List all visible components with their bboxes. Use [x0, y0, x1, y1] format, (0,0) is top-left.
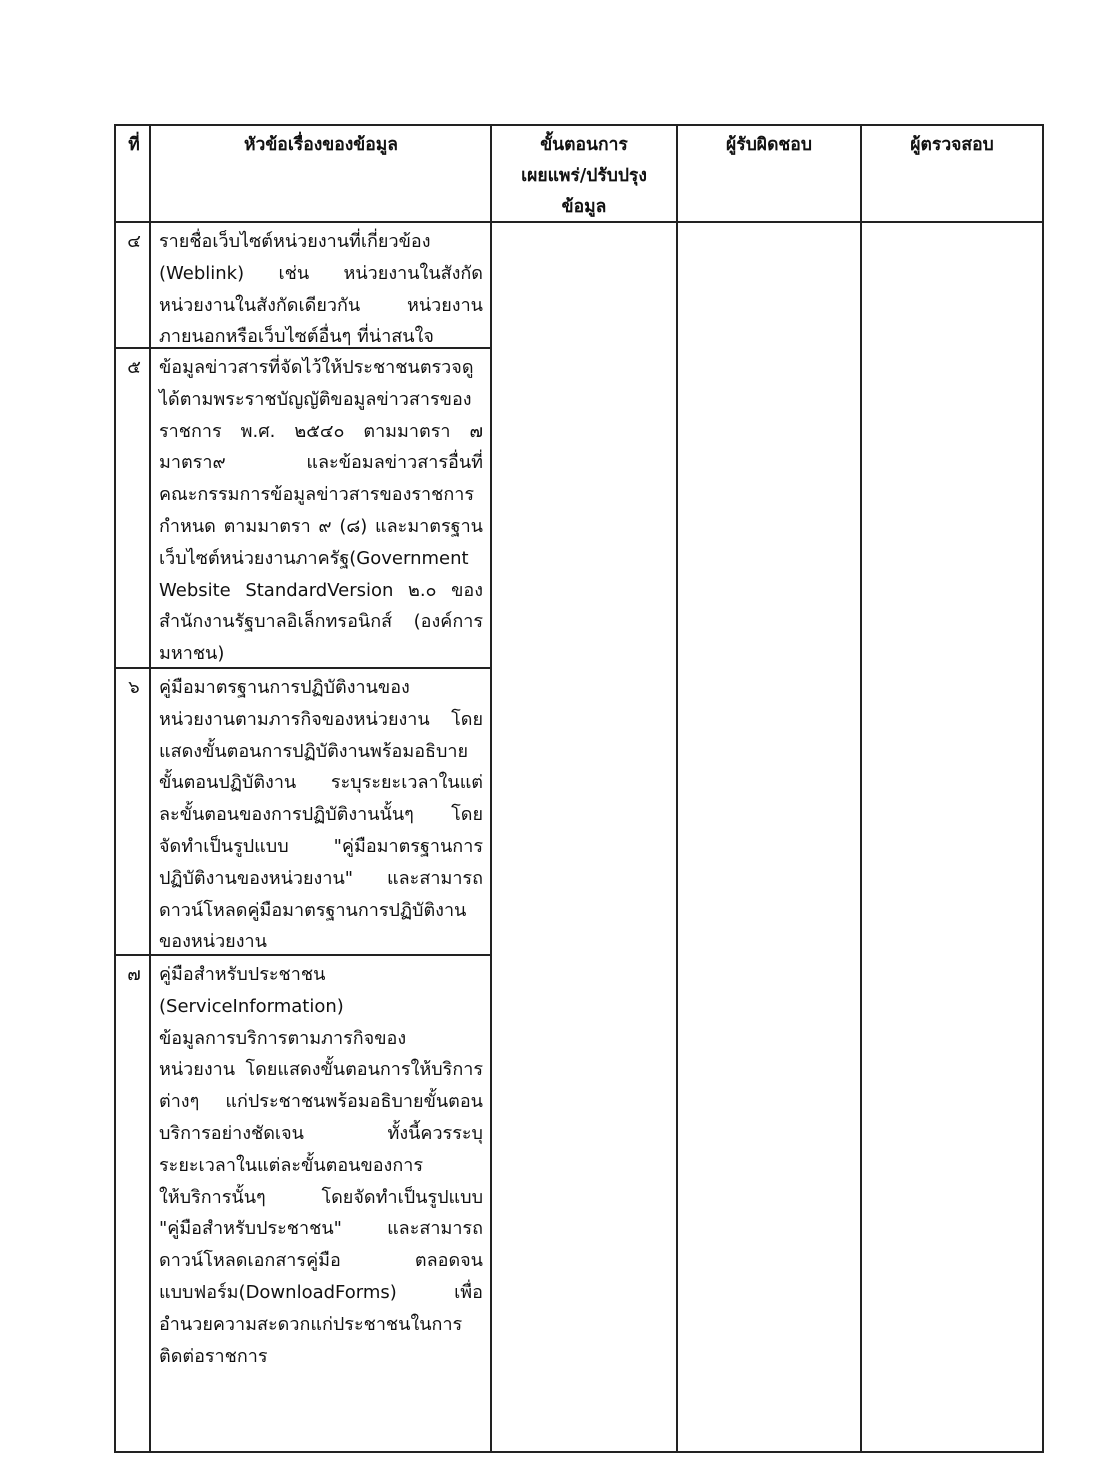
- row-topic: [159, 959, 483, 1372]
- topic-line: (Weblink) เช่น หน่วยงานในสังกัด: [159, 262, 483, 284]
- topic-line: หน่วยงานตามภารกิจของหน่วยงาน โดย: [159, 708, 483, 730]
- topic-line: บริการอย่างชัดเจน ทั้งนี้ควรระบุ: [159, 1122, 483, 1144]
- topic-line: Website StandardVersion ๒.๐ ของ: [159, 579, 483, 601]
- topic-line: รายชื่อเว็บไซต์หน่วยงานที่เกี่ยวข้อง: [159, 231, 431, 252]
- topic-line: เว็บไซต์หน่วยงานภาครัฐ(Government: [159, 547, 469, 569]
- topic-line: ดาวน์โหลดคู่มือมาตรฐานการปฏิบัติงาน: [159, 899, 467, 921]
- row-number: ๗: [127, 964, 141, 985]
- row-topic: [159, 672, 483, 958]
- topic-line: อำนวยความสะดวกแก่ประชาชนในการ: [159, 1313, 463, 1335]
- topic-line: (ServiceInformation): [159, 995, 344, 1017]
- header-responsible: ผู้รับผิดชอบ: [726, 135, 812, 155]
- row-topic: [159, 226, 483, 353]
- topic-line: ปฏิบัติงานของหน่วยงาน" และสามารถ: [159, 867, 483, 889]
- col-divider-process: [676, 126, 678, 1451]
- topic-line: สำนักงานรัฐบาลอิเล็กทรอนิกส์ (องค์การ: [159, 611, 483, 633]
- topic-line: แบบฟอร์ม(DownloadForms) เพื่อ: [159, 1281, 483, 1303]
- topic-line: ข้อมูลการบริการตามภารกิจของ: [159, 1027, 407, 1049]
- topic-line: "คู่มือสำหรับประชาชน" และสามารถ: [159, 1218, 483, 1240]
- col-divider-topic: [490, 126, 492, 1451]
- header-topic: หัวข้อเรื่องของข้อมูล: [243, 135, 399, 155]
- topic-line: ราชการ พ.ศ. ๒๕๔๐ ตามมาตรา ๗: [159, 420, 483, 442]
- row-number: ๖: [128, 677, 140, 698]
- topic-line: มหาชน): [159, 643, 225, 665]
- header-reviewer: ผู้ตรวจสอบ: [910, 135, 994, 155]
- topic-line: คณะกรรมการข้อมูลข่าวสารของราชการ: [159, 484, 475, 506]
- topic-line: หน่วยงานในสังกัดเดียวกัน หน่วยงาน: [159, 294, 483, 316]
- topic-line: ระยะเวลาในแต่ละขั้นตอนของการ: [159, 1154, 424, 1176]
- topic-line: ติดต่อราชการ: [159, 1345, 268, 1367]
- topic-line: กำหนด ตามมาตรา ๙ (๘) และมาตรฐาน: [159, 515, 483, 537]
- topic-line: คู่มือสำหรับประชาชน: [159, 964, 326, 985]
- row-topic: [159, 352, 483, 670]
- header-no: ที่: [128, 135, 140, 155]
- topic-line: ดาวน์โหลดเอกสารคู่มือ ตลอดจน: [159, 1250, 483, 1272]
- topic-line: ขั้นตอนปฏิบัติงาน ระบุระยะเวลาในแต่: [159, 772, 483, 794]
- topic-line: ละขั้นตอนของการปฏิบัติงานนั้นๆ โดย: [159, 804, 483, 826]
- header-process: [492, 130, 676, 223]
- topic-line: ได้ตามพระราชบัญญัติขอมูลข่าวสารของ: [159, 388, 472, 410]
- data-table: [114, 124, 1044, 1453]
- row-number: ๕: [127, 357, 141, 378]
- topic-line: คู่มือมาตรฐานการปฏิบัติงานของ: [159, 677, 410, 698]
- header-process-line: เผยแพร่/ปรับปรุง: [521, 166, 647, 186]
- col-divider-responsible: [860, 126, 862, 1451]
- header-process-line: ขั้นตอนการ: [540, 135, 628, 155]
- topic-line: แสดงขั้นตอนการปฏิบัติงานพร้อมอธิบาย: [159, 740, 469, 762]
- topic-line: ภายนอกหรือเว็บไซต์อื่นๆ ที่น่าสนใจ: [159, 326, 434, 348]
- topic-line: จัดทำเป็นรูปแบบ "คู่มือมาตรฐานการ: [159, 835, 483, 857]
- topic-line: ของหน่วยงาน: [159, 931, 267, 953]
- topic-line: ข้อมูลข่าวสารที่จัดไว้ให้ประชาชนตรวจดู: [159, 357, 474, 378]
- row-number: ๔: [127, 231, 141, 252]
- header-process-line: ข้อมูล: [561, 197, 607, 217]
- col-divider-no: [149, 126, 151, 1451]
- topic-line: ให้บริการนั้นๆ โดยจัดทำเป็นรูปแบบ: [159, 1186, 483, 1208]
- topic-line: ต่างๆ แก่ประชาชนพร้อมอธิบายขั้นตอน: [159, 1091, 483, 1113]
- topic-line: มาตรา๙ และข้อมลข่าวสารอื่นที่: [159, 452, 483, 474]
- topic-line: หน่วยงาน โดยแสดงขั้นตอนการให้บริการ: [159, 1059, 483, 1081]
